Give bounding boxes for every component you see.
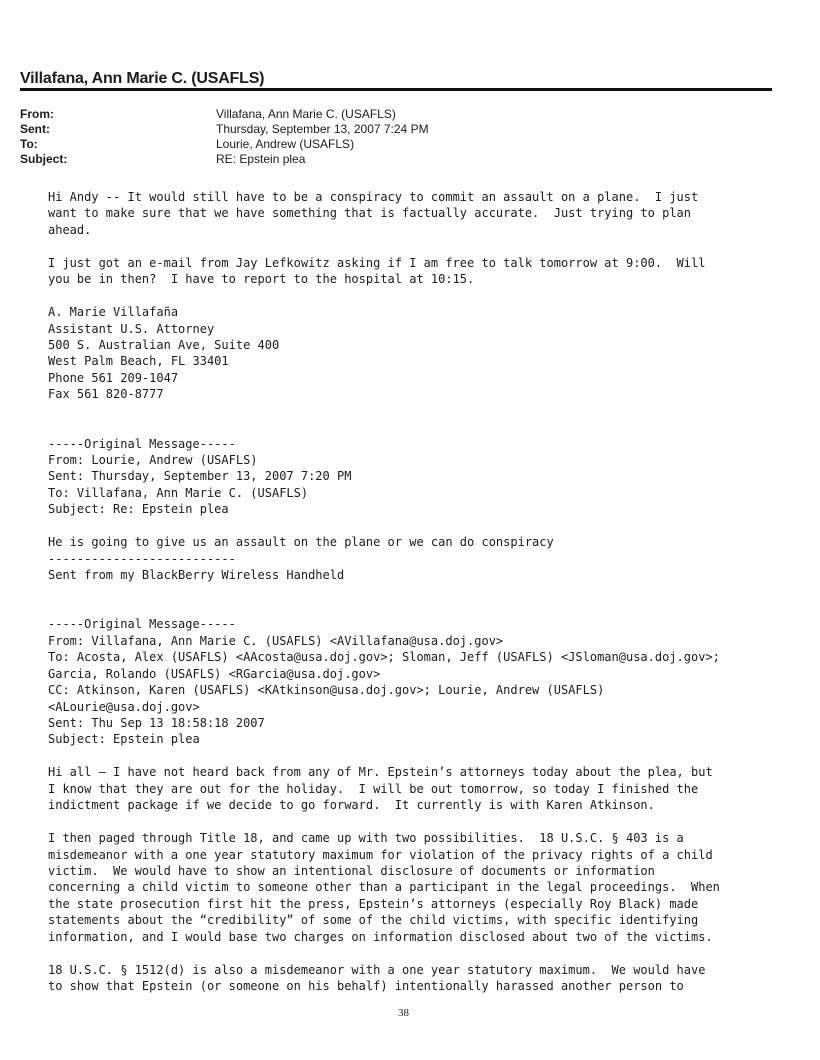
body-line: Subject: Re: Epstein plea <box>48 502 229 517</box>
body-line: I just got an e-mail from Jay Lefkowitz asking if I am free to talk tomorrow at 9:00. Will <box>48 255 706 270</box>
body-line: To: Acosta, Alex (USAFLS) <AAcosta@usa.doj.gov>; Sloman, Jeff (USAFLS) <JSloman@usa.doj.gov>; <box>48 650 720 665</box>
body-line <box>48 238 808 254</box>
body-line: Sent from my BlackBerry Wireless Handheld <box>48 568 345 583</box>
meta-sent-value: Thursday, September 13, 2007 7:24 PM <box>216 122 429 136</box>
body-line: concerning a child victim to someone other than a participant in the legal proceedings. When <box>48 880 720 895</box>
meta-subject-value: RE: Epstein plea <box>216 152 306 166</box>
email-body <box>48 189 808 994</box>
body-line: I know that they are out for the holiday. I will be out tomorrow, so today I finished the <box>48 781 699 796</box>
body-line: West Palm Beach, FL 33401 <box>48 354 229 369</box>
body-line: I then paged through Title 18, and came up with two possibilities. 18 U.S.C. § 403 is a <box>48 831 684 846</box>
body-line: Assistant U.S. Attorney <box>48 321 215 336</box>
body-line <box>48 600 808 616</box>
body-line <box>48 419 808 435</box>
body-line <box>48 814 808 830</box>
body-line <box>48 748 808 764</box>
header-divider <box>20 88 772 91</box>
body-line: -----Original Message----- <box>48 617 236 632</box>
body-line: 18 U.S.C. § 1512(d) is also a misdemeanor with a one year statutory maximum. We would have <box>48 962 706 977</box>
body-line: Sent: Thursday, September 13, 2007 7:20 PM <box>48 469 352 484</box>
body-line: <ALourie@usa.doj.gov> <box>48 699 200 714</box>
body-line: From: Lourie, Andrew (USAFLS) <box>48 453 258 467</box>
body-line: ahead. <box>48 222 92 237</box>
body-line <box>48 288 808 304</box>
meta-subject-label: Subject: <box>20 152 68 166</box>
body-line: Phone 561 209-1047 <box>48 370 179 385</box>
body-line: From: Villafana, Ann Marie C. (USAFLS) <AVillafana@usa.doj.gov> <box>48 633 504 648</box>
meta-sent-label: Sent: <box>20 122 50 136</box>
meta-from-value: Villafana, Ann Marie C. (USAFLS) <box>216 107 396 121</box>
meta-to-label: To: <box>20 137 38 151</box>
body-line: Subject: Epstein plea <box>48 732 200 747</box>
body-line <box>48 403 808 419</box>
body-line: Garcia, Rolando (USAFLS) <RGarcia@usa.doj.gov> <box>48 666 381 681</box>
body-line: 500 S. Australian Ave, Suite 400 <box>48 337 280 352</box>
page-number: 38 <box>398 1007 409 1019</box>
body-line: to show that Epstein (or someone on his behalf) intentionally harassed another person to <box>48 979 684 993</box>
body-line: the state prosecution first hit the press, Epstein’s attorneys (especially Roy Black) made <box>48 896 699 911</box>
body-line: information, and I would base two charges on information disclosed about two of the victims. <box>48 929 713 944</box>
body-line: To: Villafana, Ann Marie C. (USAFLS) <box>48 485 309 500</box>
body-line <box>48 518 808 534</box>
header-sender-name: Villafana, Ann Marie C. (USAFLS) <box>20 70 265 87</box>
body-line: Hi Andy -- It would still have to be a conspiracy to commit an assault on a plane. I just <box>48 190 699 204</box>
body-line: indictment package if we decide to go forward. It currently is with Karen Atkinson. <box>48 798 655 813</box>
body-line: Fax 561 820-8777 <box>48 387 164 402</box>
meta-to-value: Lourie, Andrew (USAFLS) <box>216 137 355 151</box>
body-line: -----Original Message----- <box>48 436 236 451</box>
body-line: victim. We would have to show an intentional disclosure of documents or information <box>48 863 655 878</box>
body-line: you be in then? I have to report to the hospital at 10:15. <box>48 272 475 287</box>
body-line: Sent: Thu Sep 13 18:58:18 2007 <box>48 716 265 730</box>
body-line: A. Marie Villafaña <box>48 305 179 320</box>
meta-from-label: From: <box>20 107 54 121</box>
body-line: misdemeanor with a one year statutory maximum for violation of the privacy rights of a child <box>48 847 713 862</box>
body-line: He is going to give us an assault on the plane or we can do conspiracy <box>48 535 554 550</box>
body-line: want to make sure that we have something that is factually accurate. Just trying to plan <box>48 206 691 221</box>
body-line: CC: Atkinson, Karen (USAFLS) <KAtkinson@usa.doj.gov>; Lourie, Andrew (USAFLS) <box>48 683 605 698</box>
body-line <box>48 945 808 961</box>
body-line <box>48 584 808 600</box>
body-line: -------------------------- <box>48 551 236 566</box>
body-line: Hi all – I have not heard back from any of Mr. Epstein’s attorneys today about the plea, but <box>48 765 713 780</box>
body-line: statements about the “credibility” of some of the child victims, with specific identifying <box>48 913 699 928</box>
